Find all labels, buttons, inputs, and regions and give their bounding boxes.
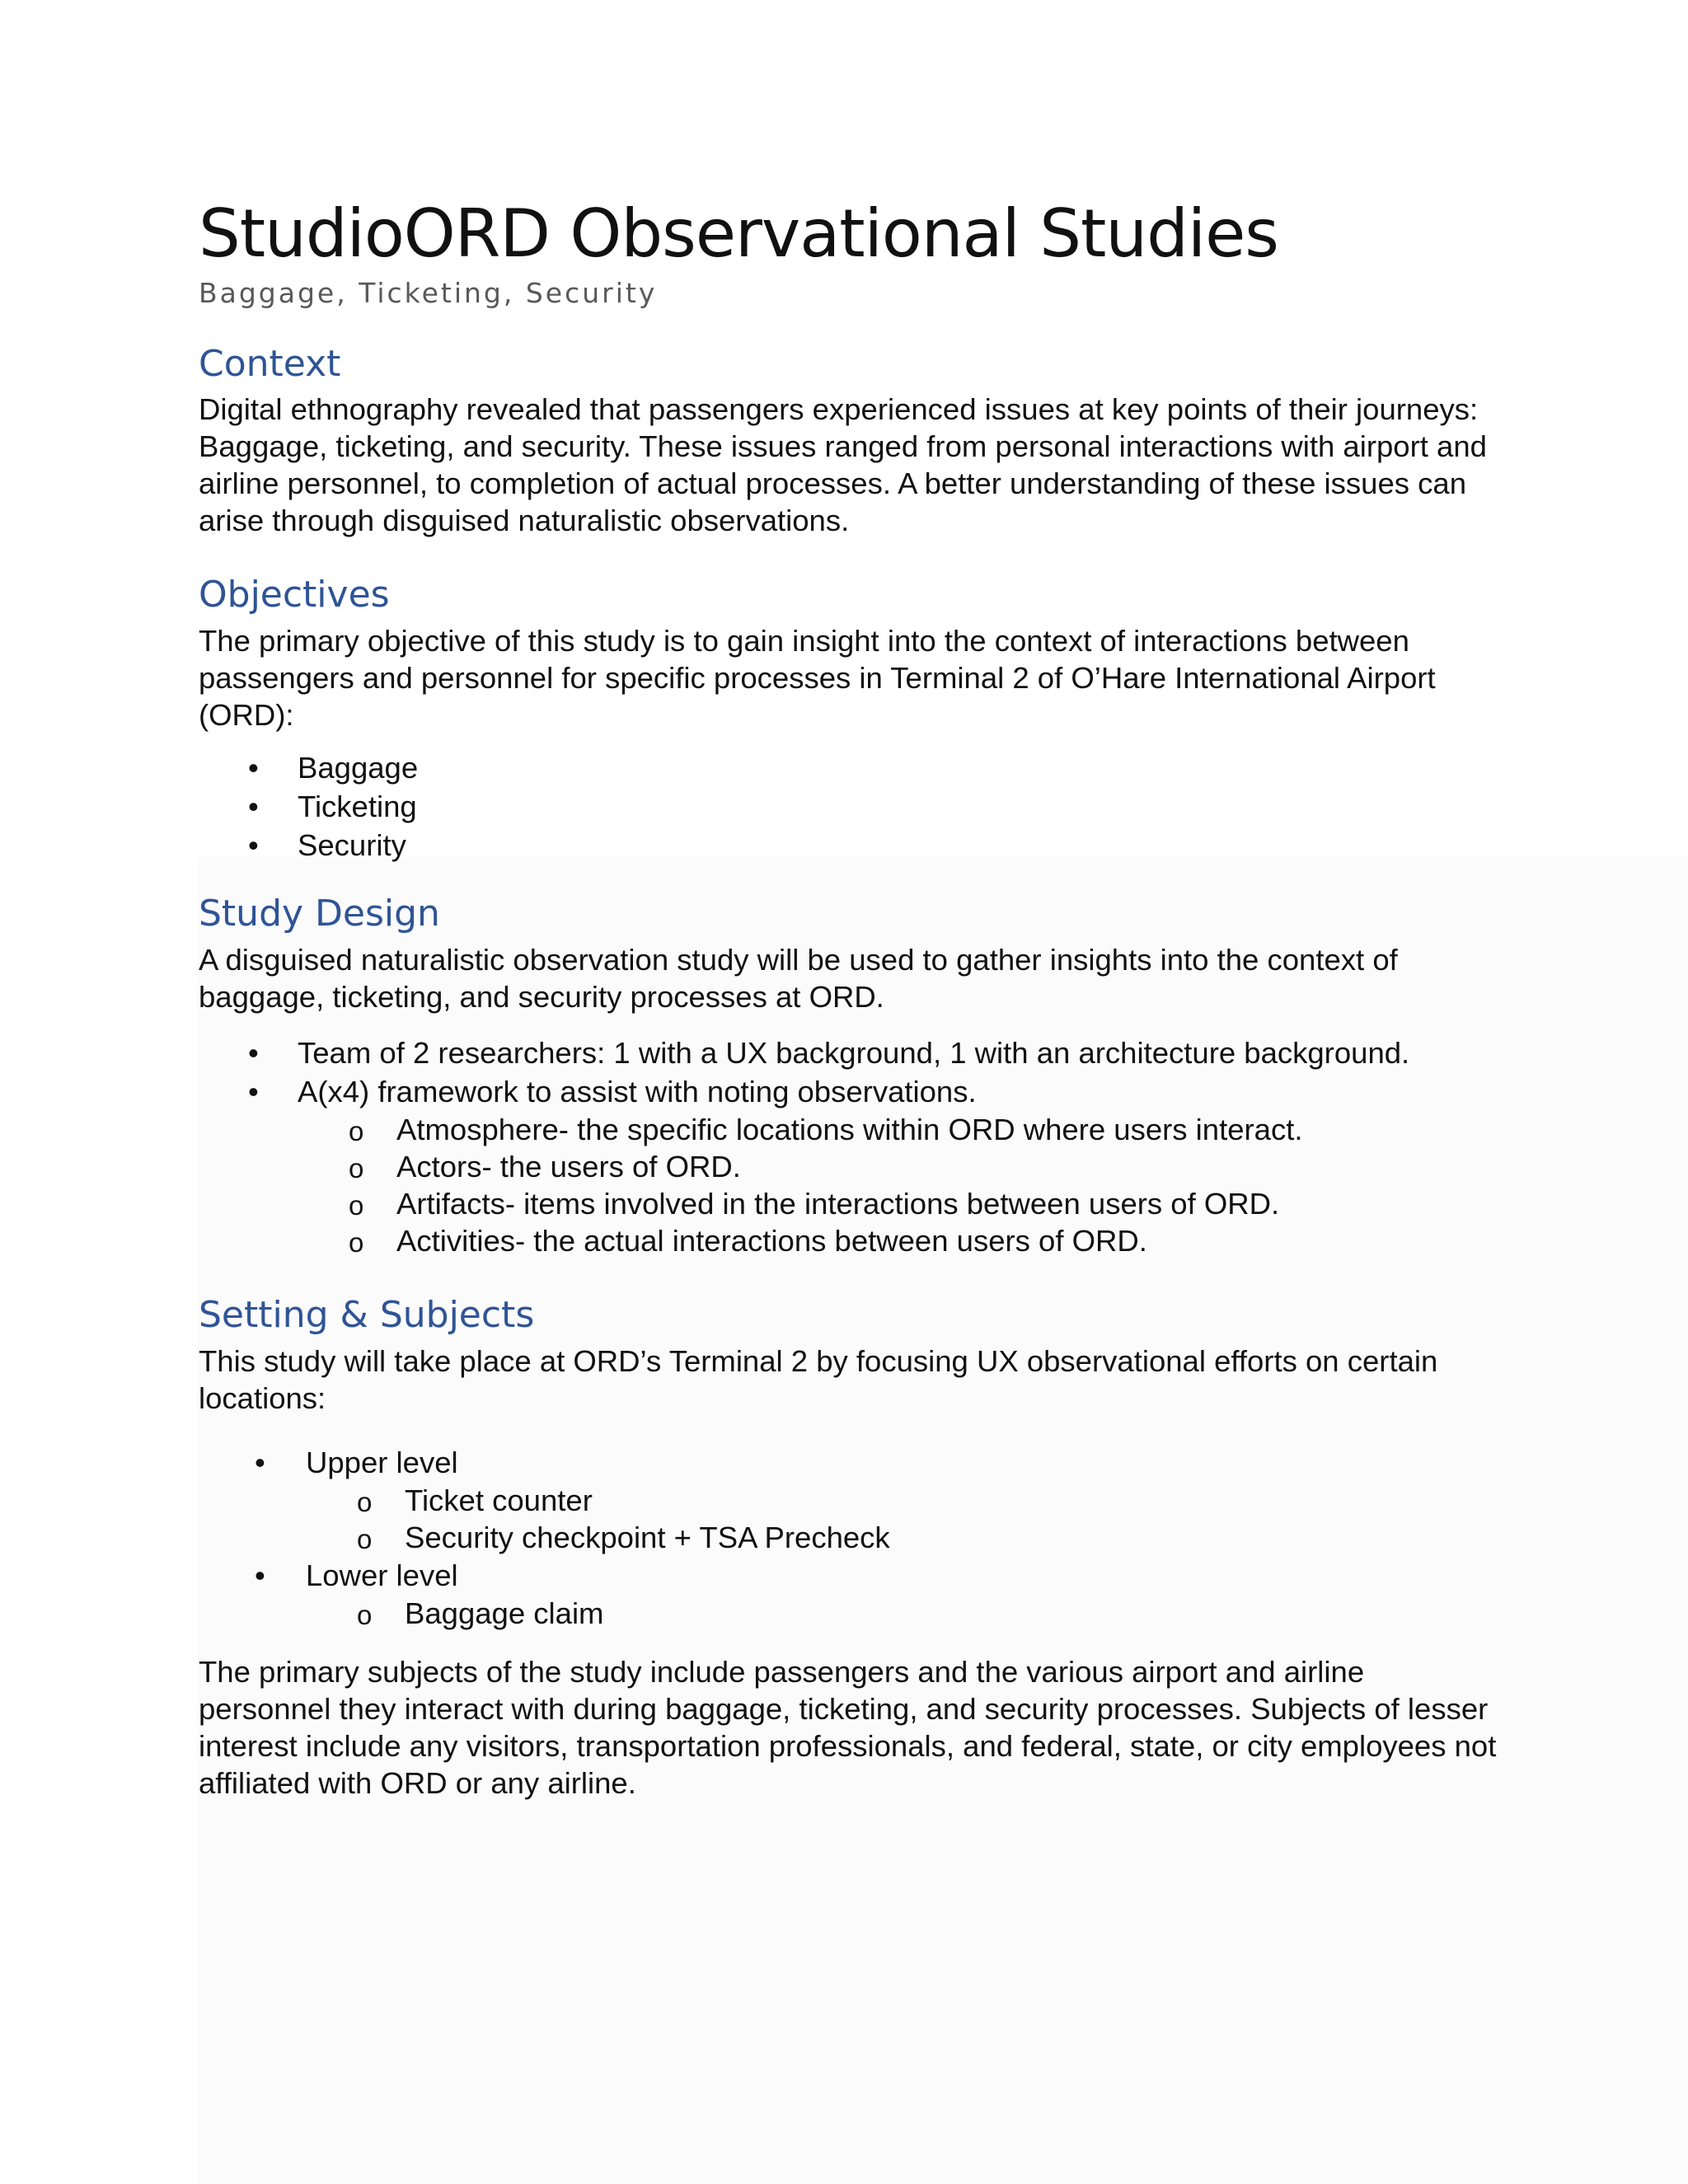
objectives-paragraph: The primary objective of this study is to gain insight into the context of interactions between passengers and personnel for specific processes in Terminal 2 of O’Hare International Airport (ORD): (199, 624, 1436, 733)
list-item: • Team of 2 researchers: 1 with a UX background, 1 with an architecture background. (199, 1033, 1501, 1072)
study-design-paragraph: A disguised naturalistic observation study will be used to gather insights into the context of baggage, ticketing, and security processes at ORD. (199, 942, 1398, 1014)
document-title: StudioORD Observational Studies (199, 195, 1278, 272)
study-design-heading: Study Design (199, 893, 440, 935)
sub-list-item: o Baggage claim (207, 1595, 1501, 1632)
list-item: • Ticketing (199, 787, 1501, 826)
framework-sublist (199, 1111, 1501, 1259)
list-item-lower-level: • Lower level (199, 1556, 1501, 1595)
subjects-paragraph: The primary subjects of the study include passengers and the various airport and airline personnel they interact with during baggage, ticketing, and security processes. Subjects of lesser interest include any visitors, transportation professionals, and federal, state, or city employees not affiliated with ORD or any airline. (199, 1654, 1497, 1800)
context-heading: Context (199, 342, 341, 385)
context-paragraph: Digital ethnography revealed that passengers experienced issues at key points of their journeys: Baggage, ticketing, and security. These issues ranged from personal interactions with airport and airline personnel, to completion of actual processes. A better understanding of these issues can arise through disguised naturalistic observations. (199, 392, 1487, 538)
list-item: • Baggage (199, 748, 1501, 787)
sub-list-item: o Atmosphere- the specific locations within ORD where users interact. (199, 1111, 1501, 1148)
document-content (199, 196, 1501, 1802)
list-item (199, 1072, 1501, 1111)
setting-paragraph: This study will take place at ORD’s Terminal 2 by focusing UX observational efforts on certain locations: (199, 1343, 1438, 1415)
document-subtitle: Baggage, Ticketing, Security (199, 277, 658, 309)
lower-level-sublist (199, 1595, 1501, 1632)
objectives-list (199, 748, 1501, 865)
setting-list-lower (199, 1556, 1501, 1595)
sub-list-item: o Activities- the actual interactions between users of ORD. (199, 1222, 1501, 1259)
sub-list-item: o Security checkpoint + TSA Precheck (207, 1519, 1501, 1556)
setting-list (199, 1443, 1501, 1482)
upper-level-sublist (199, 1482, 1501, 1556)
list-item-upper-level: • Upper level (199, 1443, 1501, 1482)
objectives-heading: Objectives (199, 574, 390, 616)
list-item-text: A(x4) framework to assist with noting observations. (298, 1074, 977, 1108)
sub-list-item: o Ticket counter (207, 1482, 1501, 1519)
sub-list-item: o Artifacts- items involved in the interactions between users of ORD. (199, 1185, 1501, 1222)
setting-heading: Setting & Subjects (199, 1293, 535, 1336)
sub-list-item: o Actors- the users of ORD. (199, 1148, 1501, 1185)
list-item: • Security (199, 826, 1501, 865)
study-design-list (199, 1033, 1501, 1111)
